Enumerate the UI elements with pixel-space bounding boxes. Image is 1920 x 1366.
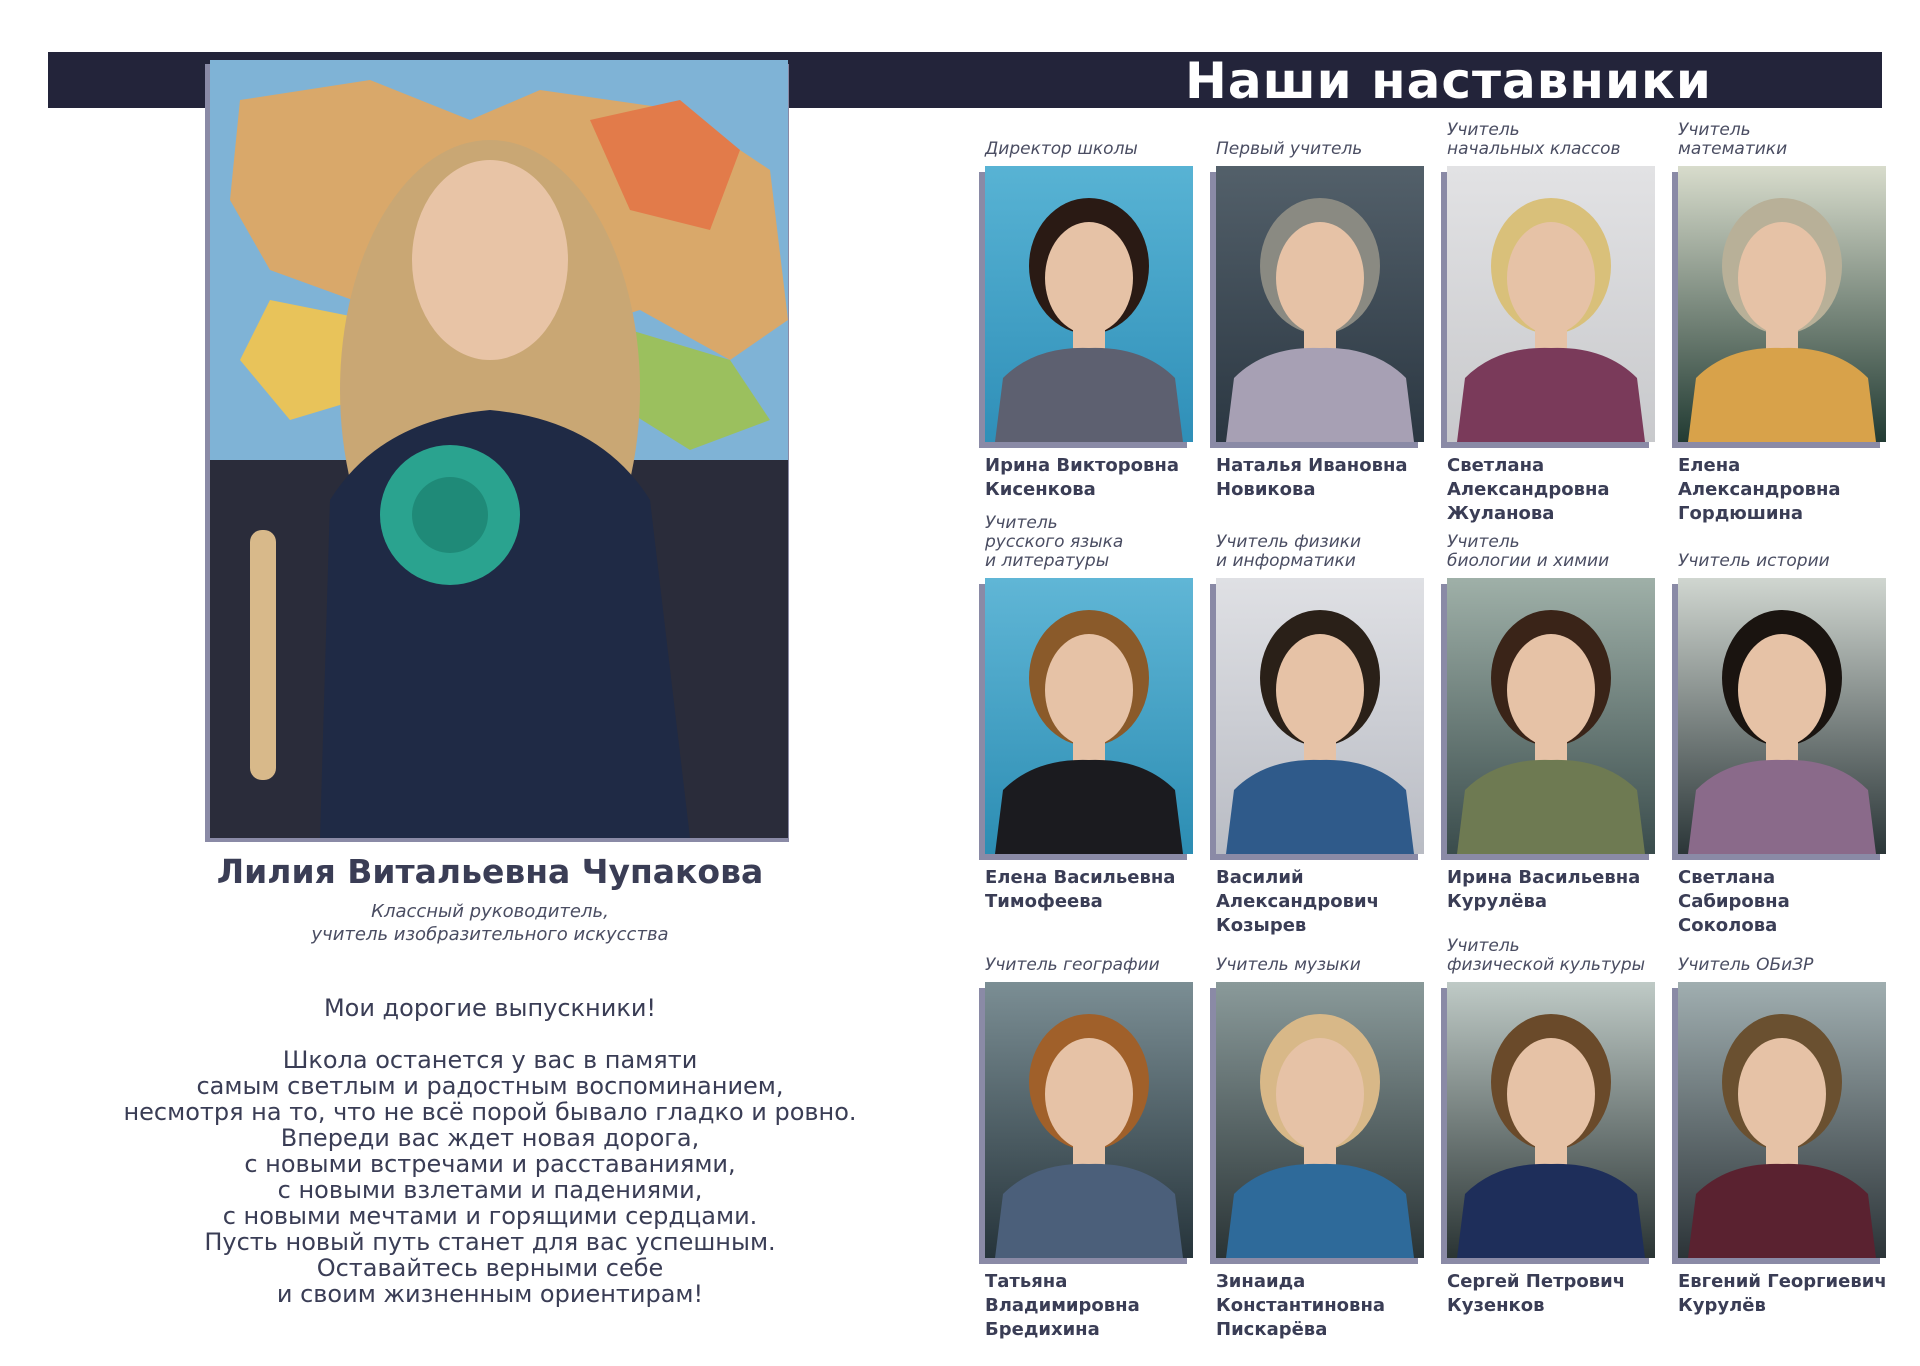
page-title: Наши наставники — [1185, 52, 1712, 110]
teacher-role-line: биологии и химии — [1447, 551, 1610, 571]
teacher-name — [1216, 454, 1456, 502]
teacher-name-line: Сергей Петрович — [1447, 1271, 1626, 1292]
teacher-name-line: Владимировна — [985, 1295, 1140, 1316]
teacher-photo — [985, 166, 1193, 442]
teacher-role-line: Учитель истории — [1678, 551, 1830, 571]
teacher-role-line: Учитель — [1678, 120, 1751, 140]
letter-line: с новыми мечтами и горящими сердцами. — [222, 1202, 758, 1230]
teacher-name-line: Александрович — [1216, 891, 1379, 912]
teacher-photo — [1216, 982, 1424, 1258]
class-teacher-name: Лилия Витальевна Чупакова — [216, 852, 764, 891]
teacher-role-line: Учитель — [1447, 936, 1520, 956]
letter-line: Оставайтесь верными себе — [316, 1254, 664, 1282]
teacher-name-line: Курулёва — [1447, 891, 1547, 912]
teacher-photo — [1447, 166, 1655, 442]
teacher-name — [1678, 1270, 1918, 1318]
teacher-role — [1216, 533, 1456, 578]
teacher-role-line: Учитель географии — [985, 955, 1160, 975]
letter-line: несмотря на то, что не всё порой бывало гладко и ровно. — [123, 1098, 857, 1126]
teacher-role-line: математики — [1678, 139, 1788, 159]
teacher-name-line: Тимофеева — [985, 891, 1103, 912]
teacher-name — [1216, 866, 1456, 938]
teacher-role — [1447, 937, 1687, 982]
teacher-role-line: Учитель музыки — [1216, 955, 1361, 975]
teacher-name — [1216, 1270, 1456, 1342]
teacher-name — [1447, 1270, 1687, 1318]
teacher-role-line: Учитель — [1447, 532, 1520, 552]
teacher-role-line: Учитель ОБиЗР — [1678, 955, 1814, 975]
teacher-name-line: Светлана — [1447, 455, 1545, 476]
teacher-role-line: Учитель — [1447, 120, 1520, 140]
teacher-photo — [1447, 578, 1655, 854]
teacher-role — [1216, 140, 1456, 166]
teacher-photo — [1216, 166, 1424, 442]
teacher-name-line: Елена Васильевна — [985, 867, 1176, 888]
teacher-name — [985, 454, 1225, 502]
teacher-role — [1678, 552, 1918, 578]
teacher-role — [1678, 956, 1918, 982]
teacher-name-line: Александровна — [1678, 479, 1841, 500]
letter-line: самым светлым и радостным воспоминанием, — [196, 1072, 784, 1100]
teacher-name-line: Жуланова — [1447, 503, 1555, 524]
teacher-role — [985, 514, 1225, 578]
teacher-name-line: Курулёв — [1678, 1295, 1766, 1316]
letter-greeting: Мои дорогие выпускники! — [323, 994, 657, 1022]
teacher-name-line: Козырев — [1216, 915, 1307, 936]
teacher-photo — [985, 578, 1193, 854]
teacher-role-line: Первый учитель — [1216, 139, 1363, 159]
teacher-name-line: Пискарёва — [1216, 1319, 1328, 1340]
teacher-photo — [1678, 578, 1886, 854]
teacher-photo — [1447, 982, 1655, 1258]
teacher-name-line: Ирина Викторовна — [985, 455, 1179, 476]
teacher-name-line: Ирина Васильевна — [1447, 867, 1641, 888]
teacher-name — [985, 866, 1225, 914]
teacher-name — [1447, 454, 1687, 526]
teacher-name-line: Александровна — [1447, 479, 1610, 500]
letter-line: с новыми взлетами и падениями, — [277, 1176, 703, 1204]
teacher-name-line: Новикова — [1216, 479, 1316, 500]
teacher-name — [985, 1270, 1225, 1342]
teacher-role — [985, 956, 1225, 982]
teacher-role — [1447, 121, 1687, 166]
class-teacher-role-line: Классный руководитель, — [371, 901, 609, 922]
teacher-name-line: Бредихина — [985, 1319, 1100, 1340]
teacher-role-line: русского языка — [985, 532, 1124, 552]
teacher-photo — [1216, 578, 1424, 854]
farewell-letter — [40, 995, 940, 1307]
class-teacher-photo — [210, 60, 788, 838]
teacher-name-line: Евгений Георгиевич — [1678, 1271, 1887, 1292]
teacher-name-line: Татьяна — [985, 1271, 1068, 1292]
teacher-name-line: Василий — [1216, 867, 1304, 888]
teacher-role-line: и литературы — [985, 551, 1110, 571]
teacher-role-line: Учитель физики — [1216, 532, 1362, 552]
class-teacher-role — [150, 900, 830, 946]
teacher-name-line: Елена — [1678, 455, 1741, 476]
teacher-role-line: начальных классов — [1447, 139, 1621, 159]
teacher-photo — [1678, 982, 1886, 1258]
teacher-name-line: Кисенкова — [985, 479, 1096, 500]
teacher-role-line: Директор школы — [985, 139, 1138, 159]
teacher-role-line: Учитель — [985, 513, 1058, 533]
teacher-name-line: Светлана — [1678, 867, 1776, 888]
letter-line: Пусть новый путь станет для вас успешным. — [204, 1228, 776, 1256]
letter-line: Школа останется у вас в памяти — [282, 1046, 698, 1074]
teacher-name — [1678, 454, 1918, 526]
teacher-role — [1216, 956, 1456, 982]
teacher-name — [1447, 866, 1687, 914]
teacher-name — [1678, 866, 1918, 938]
teacher-name-line: Соколова — [1678, 915, 1778, 936]
teacher-role-line: физической культуры — [1447, 955, 1646, 975]
teacher-name-line: Наталья Ивановна — [1216, 455, 1408, 476]
teacher-name-line: Кузенков — [1447, 1295, 1545, 1316]
teacher-name-line: Зинаида — [1216, 1271, 1306, 1292]
teacher-role-line: и информатики — [1216, 551, 1356, 571]
letter-line: с новыми встречами и расставаниями, — [244, 1150, 736, 1178]
teacher-name-line: Сабировна — [1678, 891, 1790, 912]
letter-line: Впереди вас ждет новая дорога, — [280, 1124, 700, 1152]
teacher-photo — [1678, 166, 1886, 442]
teacher-photo — [985, 982, 1193, 1258]
teacher-role — [1447, 533, 1687, 578]
teacher-role — [985, 140, 1225, 166]
teacher-name-line: Гордюшина — [1678, 503, 1804, 524]
class-teacher-role-line: учитель изобразительного искусства — [311, 924, 669, 945]
teacher-name-line: Константиновна — [1216, 1295, 1386, 1316]
letter-line: и своим жизненным ориентирам! — [276, 1280, 704, 1308]
teacher-role — [1678, 121, 1918, 166]
